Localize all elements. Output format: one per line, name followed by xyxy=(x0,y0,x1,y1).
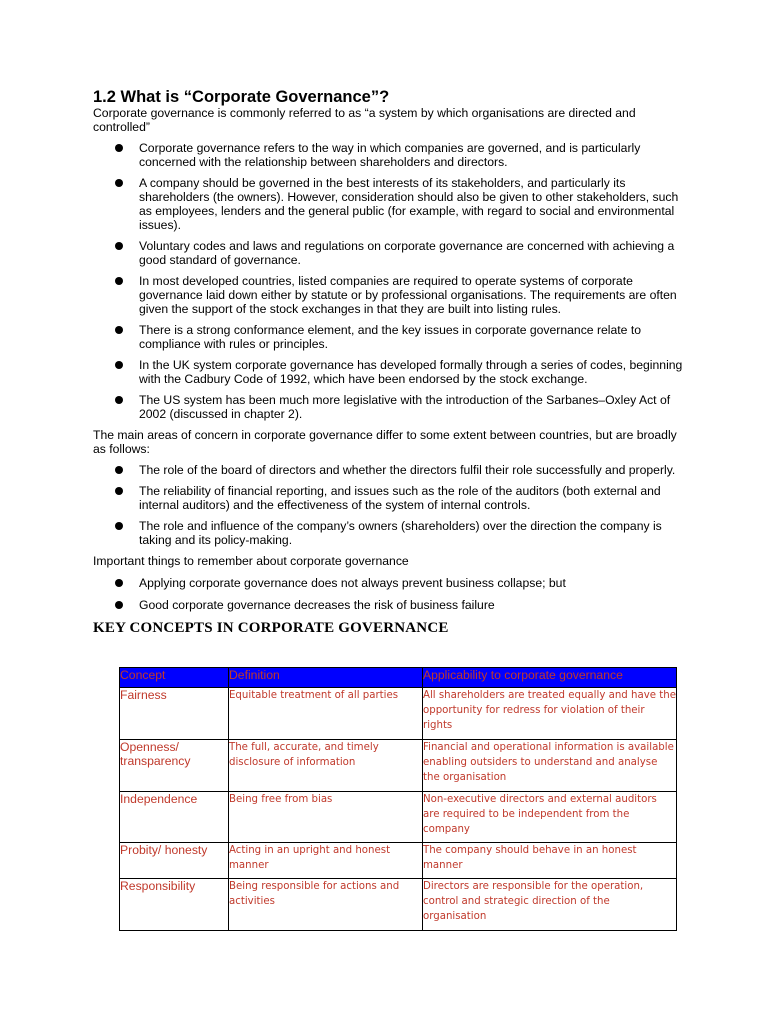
list-item: There is a strong conformance element, and the key issues in corporate governance relate to compliance with rules or principles. xyxy=(93,323,683,351)
table-cell: Financial and operational information is available enabling outsiders to understand and analyse the organisation xyxy=(423,740,677,792)
key-concepts-heading: KEY CONCEPTS IN CORPORATE GOVERNANCE xyxy=(93,620,449,636)
bullet-icon xyxy=(115,396,123,404)
bullet-icon xyxy=(115,601,123,609)
table-row xyxy=(120,792,677,843)
bullet-list-2 xyxy=(93,463,683,547)
section-heading: 1.2 What is “Corporate Governance”? xyxy=(93,88,390,106)
table-cell: Non-executive directors and external auditors are required to be independent from the company xyxy=(423,792,677,843)
table-row xyxy=(120,740,677,792)
intro-paragraph: Corporate governance is commonly referred to as “a system by which organisations are directed and controlled” xyxy=(93,106,636,134)
table-cell: Openness/ transparency xyxy=(120,740,229,792)
document-body xyxy=(93,88,683,637)
table-row xyxy=(120,879,677,931)
list-item: The role and influence of the company’s owners (shareholders) over the direction the company is taking and its policy-making. xyxy=(93,519,683,547)
column-header: Definition xyxy=(229,668,423,688)
bullet-icon xyxy=(115,487,123,495)
bullet-icon xyxy=(115,326,123,334)
list-item: The role of the board of directors and whether the directors fulfil their role successfully and properly. xyxy=(93,463,683,477)
table-row xyxy=(120,688,677,740)
remember-paragraph: Important things to remember about corporate governance xyxy=(93,554,409,568)
list-item: In the UK system corporate governance has developed formally through a series of codes, beginning with the Cadbury Code of 1992, which have been endorsed by the stock exchange. xyxy=(93,358,683,386)
table-cell: Responsibility xyxy=(120,879,229,931)
bullet-icon xyxy=(115,466,123,474)
table-cell: Being free from bias xyxy=(229,792,423,843)
list-item: The US system has been much more legislative with the introduction of the Sarbanes–Oxley Act of 2002 (discussed in chapter 2). xyxy=(93,393,683,421)
list-item: Corporate governance refers to the way in which companies are governed, and is particularly concerned with the relationship between shareholders and directors. xyxy=(93,141,683,169)
bullet-list-3 xyxy=(93,576,683,612)
list-item: A company should be governed in the best interests of its stakeholders, and particularly its shareholders (the owners). However, consideration should also be given to other stakeholders, such as employees, lenders and the general public (for example, with regard to social and environmental issues). xyxy=(93,176,683,232)
bullet-icon xyxy=(115,242,123,250)
table-cell: Equitable treatment of all parties xyxy=(229,688,423,740)
bullet-icon xyxy=(115,277,123,285)
table-header-row xyxy=(120,668,677,688)
table-cell: Independence xyxy=(120,792,229,843)
list-item: In most developed countries, listed companies are required to operate systems of corporate governance laid down either by statute or by professional organisations. The requirements are often given the support of the stock exchanges in that they are built into listing rules. xyxy=(93,274,683,316)
bullet-icon xyxy=(115,579,123,587)
column-header: Concept xyxy=(120,668,229,688)
concerns-paragraph: The main areas of concern in corporate governance differ to some extent between countries, but are broadly as follows: xyxy=(93,428,677,456)
bullet-list-1 xyxy=(93,141,683,421)
bullet-icon xyxy=(115,179,123,187)
table-cell: The company should behave in an honest manner xyxy=(423,843,677,879)
column-header: Applicability to corporate governance xyxy=(423,668,677,688)
table-cell: Being responsible for actions and activities xyxy=(229,879,423,931)
list-item: The reliability of financial reporting, and issues such as the role of the auditors (both external and internal auditors) and the effectiveness of the system of internal controls. xyxy=(93,484,683,512)
list-item: Voluntary codes and laws and regulations on corporate governance are concerned with achieving a good standard of governance. xyxy=(93,239,683,267)
list-item: Good corporate governance decreases the risk of business failure xyxy=(93,598,683,612)
table-cell: The full, accurate, and timely disclosure of information xyxy=(229,740,423,792)
table-cell: Directors are responsible for the operation, control and strategic direction of the organisation xyxy=(423,879,677,931)
bullet-icon xyxy=(115,361,123,369)
table-cell: Acting in an upright and honest manner xyxy=(229,843,423,879)
table-cell: Fairness xyxy=(120,688,229,740)
table-cell: All shareholders are treated equally and have the opportunity for redress for violation of their rights xyxy=(423,688,677,740)
table-row xyxy=(120,843,677,879)
list-item: Applying corporate governance does not always prevent business collapse; but xyxy=(93,576,683,590)
bullet-icon xyxy=(115,522,123,530)
bullet-icon xyxy=(115,144,123,152)
table-cell: Probity/ honesty xyxy=(120,843,229,879)
key-concepts-table xyxy=(119,667,677,931)
